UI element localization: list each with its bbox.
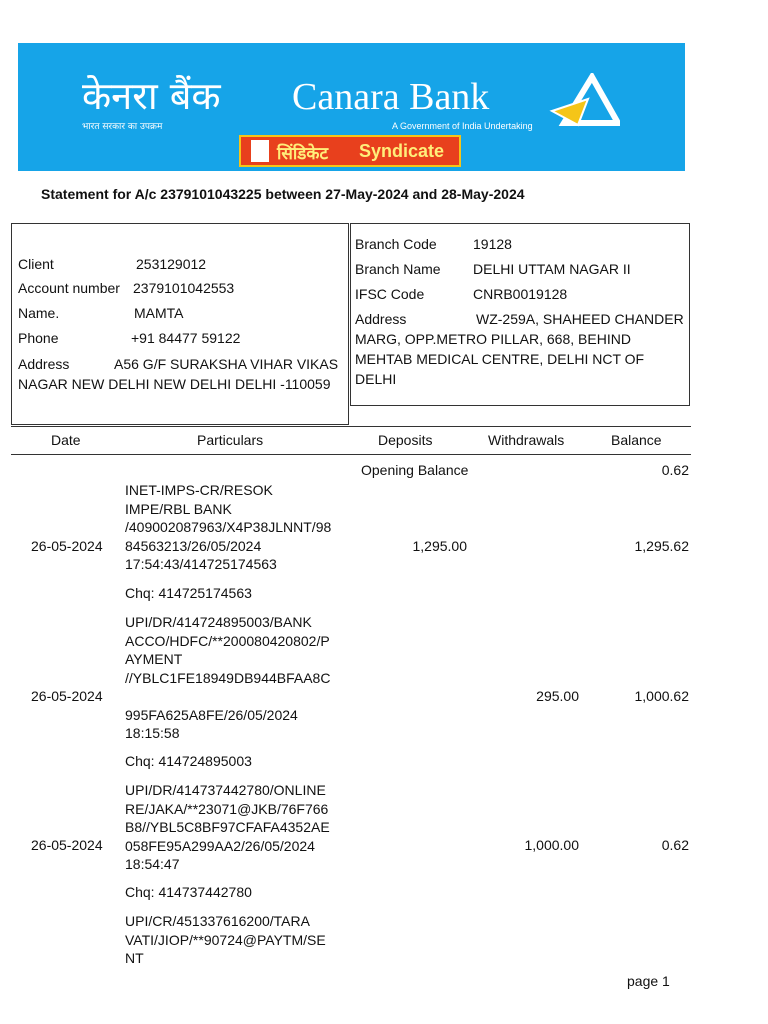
particulars-line: 995FA625A8FE/26/05/2024	[125, 706, 298, 723]
row-particulars	[125, 613, 355, 743]
account-value: 2379101042553	[133, 280, 235, 296]
row-date: 26-05-2024	[31, 688, 103, 704]
branch-name-value: DELHI UTTAM NAGAR II	[473, 261, 631, 277]
name-value: MAMTA	[134, 305, 184, 321]
branch-address-line1: WZ-259A, SHAHEED CHANDER	[476, 311, 684, 327]
opening-balance-label: Opening Balance	[361, 462, 469, 478]
particulars-line: VATI/JIOP/**90724@PAYTM/SE	[125, 931, 326, 948]
syndicate-name-english: Syndicate	[359, 141, 445, 161]
particulars-line: INET-IMPS-CR/RESOK	[125, 482, 273, 498]
branch-info-box	[350, 223, 690, 406]
statement-title: Statement for A/c 2379101043225 between 27-May-2024 and 28-May-2024	[41, 186, 525, 202]
particulars-line: UPI/DR/414724895003/BANK	[125, 614, 312, 630]
row-deposit: 1,295.00	[412, 538, 467, 554]
branch-address-line2: MARG, OPP.METRO PILLAR, 668, BEHIND	[355, 331, 631, 347]
branch-code-label: Branch Code	[355, 236, 437, 252]
row-cheque: Chq: 414737442780	[125, 884, 252, 900]
syndicate-name-hindi: सिंडिकेट	[277, 144, 329, 164]
row-cheque: Chq: 414725174563	[125, 585, 252, 601]
bank-name-english: Canara Bank	[292, 76, 490, 118]
name-label: Name.	[18, 305, 60, 321]
row-withdrawal: 1,000.00	[524, 837, 579, 853]
branch-address-line3: MEHTAB MEDICAL CENTRE, DELHI NCT OF	[355, 351, 645, 367]
bank-name-hindi: केनरा बैंक	[82, 74, 221, 118]
page-number: page 1	[627, 973, 670, 989]
branch-name-label: Branch Name	[355, 261, 441, 277]
table-header-rule	[11, 454, 691, 455]
header-deposits: Deposits	[378, 432, 433, 448]
phone-label: Phone	[18, 330, 59, 346]
header-balance: Balance	[611, 432, 662, 448]
branch-address-label: Address	[355, 311, 407, 327]
account-label: Account number	[18, 280, 120, 296]
row-cheque: Chq: 414724895003	[125, 753, 252, 769]
particulars-line: //YBLC1FE18949DB944BFAA8C	[125, 669, 331, 686]
row-date: 26-05-2024	[31, 837, 103, 853]
client-address-label: Address	[18, 356, 70, 372]
row-particulars	[125, 912, 355, 968]
row-balance: 0.62	[661, 837, 689, 853]
row-balance: 1,295.62	[634, 538, 689, 554]
client-info-box	[11, 223, 349, 425]
client-address-line2: NAGAR NEW DELHI NEW DELHI DELHI -110059	[18, 376, 331, 392]
particulars-line: IMPE/RBL BANK	[125, 500, 232, 517]
phone-value: +91 84477 59122	[131, 330, 241, 346]
opening-balance-value: 0.62	[661, 462, 689, 478]
particulars-line: 17:54:43/414725174563	[125, 556, 277, 572]
bank-tagline-hindi: भारत सरकार का उपक्रम	[82, 122, 163, 132]
particulars-line: AYMENT	[125, 651, 183, 667]
canara-logo-icon	[548, 73, 620, 129]
syndicate-badge	[239, 135, 461, 167]
branch-address-line4: DELHI	[355, 371, 397, 387]
header-particulars: Particulars	[197, 432, 264, 448]
particulars-line: 058FE95A299AA2/26/05/2024	[125, 837, 315, 854]
row-date: 26-05-2024	[31, 538, 103, 554]
client-address-line1: A56 G/F SURAKSHA VIHAR VIKAS	[114, 356, 339, 372]
particulars-line: 18:15:58	[125, 725, 180, 741]
bank-banner	[18, 43, 685, 171]
branch-code-value: 19128	[473, 236, 512, 252]
particulars-line: NT	[125, 950, 144, 966]
table-top-rule	[11, 426, 691, 427]
particulars-line: 18:54:47	[125, 856, 180, 872]
row-particulars	[125, 781, 355, 874]
syndicate-logo-icon	[251, 140, 269, 162]
particulars-line: /409002087963/X4P38JLNNT/98	[125, 519, 332, 535]
header-withdrawals: Withdrawals	[488, 432, 565, 448]
particulars-line: ACCO/HDFC/**200080420802/P	[125, 632, 330, 649]
bank-tagline-english: A Government of India Undertaking	[392, 121, 533, 131]
particulars-line: B8//YBL5C8BF97CFAFA4352AE	[125, 819, 330, 835]
ifsc-label: IFSC Code	[355, 286, 425, 302]
row-particulars	[125, 481, 355, 574]
particulars-line: 84563213/26/05/2024	[125, 537, 262, 554]
client-label: Client	[18, 256, 54, 272]
particulars-line: RE/JAKA/**23071@JKB/76F766	[125, 800, 329, 817]
header-date: Date	[51, 432, 81, 448]
particulars-spacer	[125, 687, 355, 706]
particulars-line: UPI/CR/451337616200/TARA	[125, 913, 310, 929]
row-withdrawal: 295.00	[536, 688, 579, 704]
client-value: 253129012	[136, 256, 207, 272]
ifsc-value: CNRB0019128	[473, 286, 568, 302]
particulars-line: UPI/DR/414737442780/ONLINE	[125, 782, 326, 798]
row-balance: 1,000.62	[634, 688, 689, 704]
